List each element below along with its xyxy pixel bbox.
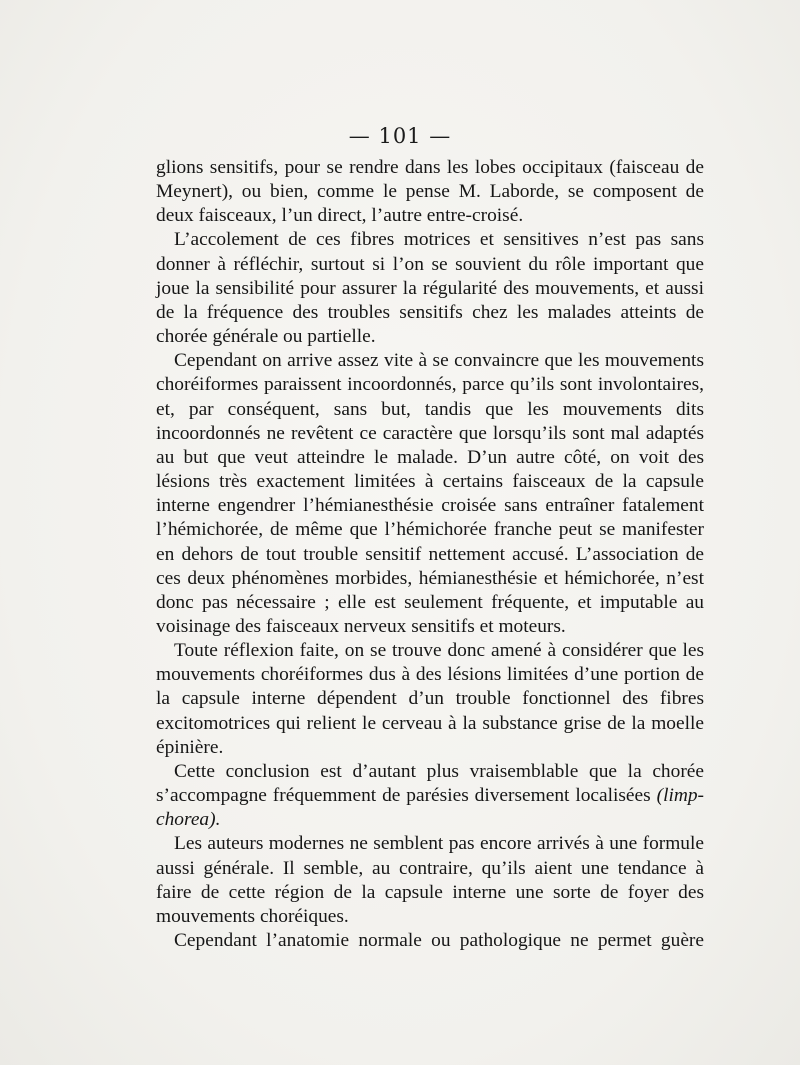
paragraph: Les auteurs modernes ne semblent pas encore arrivés à une formule aussi générale. Il semble, au contraire, qu’ils aient une tendance à faire de cette région de la capsule interne une sorte de foyer des mouvements choréiques.	[156, 833, 704, 927]
page-number: — 101 —	[348, 124, 452, 148]
paragraph: Cependant on arrive assez vite à se convaincre que les mouvements choréiformes paraissent incoordonnés, parce qu’ils sont involontaires, et, par conséquent, sans but, tandis que les mouvements dits incoordonnés ne revêtent ce caractère que lorsqu’ils sont mal adaptés au but que veut atteindre le malade. D’un autre côté, on voit des lésions très exactement limitées à certains faisceaux de la capsule interne engendrer l’hémianesthésie croisée sans entraîner fatalement l’hémichorée, de même que l’hémichorée franche peut se manifester en dehors de tout trouble sensitif nettement accusé. L’association de ces deux phénomènes morbides, hémianesthésie et hémichorée, n’est donc pas nécessaire ; elle est seulement fréquente, et imputable au voisinage des faisceaux nerveux sensitifs et moteurs.	[156, 350, 704, 637]
paragraph: glions sensitifs, pour se rendre dans les lobes occipitaux (faisceau de Meynert), ou bien, comme le pense M. Laborde, se composent de deux faisceaux, l’un direct, l’autre entre-croisé.	[156, 157, 704, 227]
paragraph: Toute réflexion faite, on se trouve donc amené à considérer que les mouvements choréiformes dus à des lésions limitées d’une portion de la capsule interne dépendent d’un trouble fonctionnel des fibres excitomotrices qui relient le cerveau à la substance grise de la moelle épinière.	[156, 640, 704, 758]
body-text	[156, 156, 704, 953]
italic-term: (limp-chorea).	[156, 785, 704, 831]
paragraph	[156, 760, 704, 832]
paragraph: Cependant l’anatomie normale ou pathologique ne permet guère	[174, 930, 704, 951]
paragraph: L’accolement de ces fibres motrices et sensitives n’est pas sans donner à réfléchir, surtout si l’on se souvient du rôle important que joue la sensibilité pour assurer la régularité des mouvements, et aussi de la fréquence des troubles sensitifs chez les malades atteints de chorée générale ou partielle.	[156, 229, 704, 348]
paragraph-text: Cette conclusion est d’autant plus vraisemblable que la chorée s’accompagne fréquemment de parésies diversement localisées	[156, 760, 704, 807]
